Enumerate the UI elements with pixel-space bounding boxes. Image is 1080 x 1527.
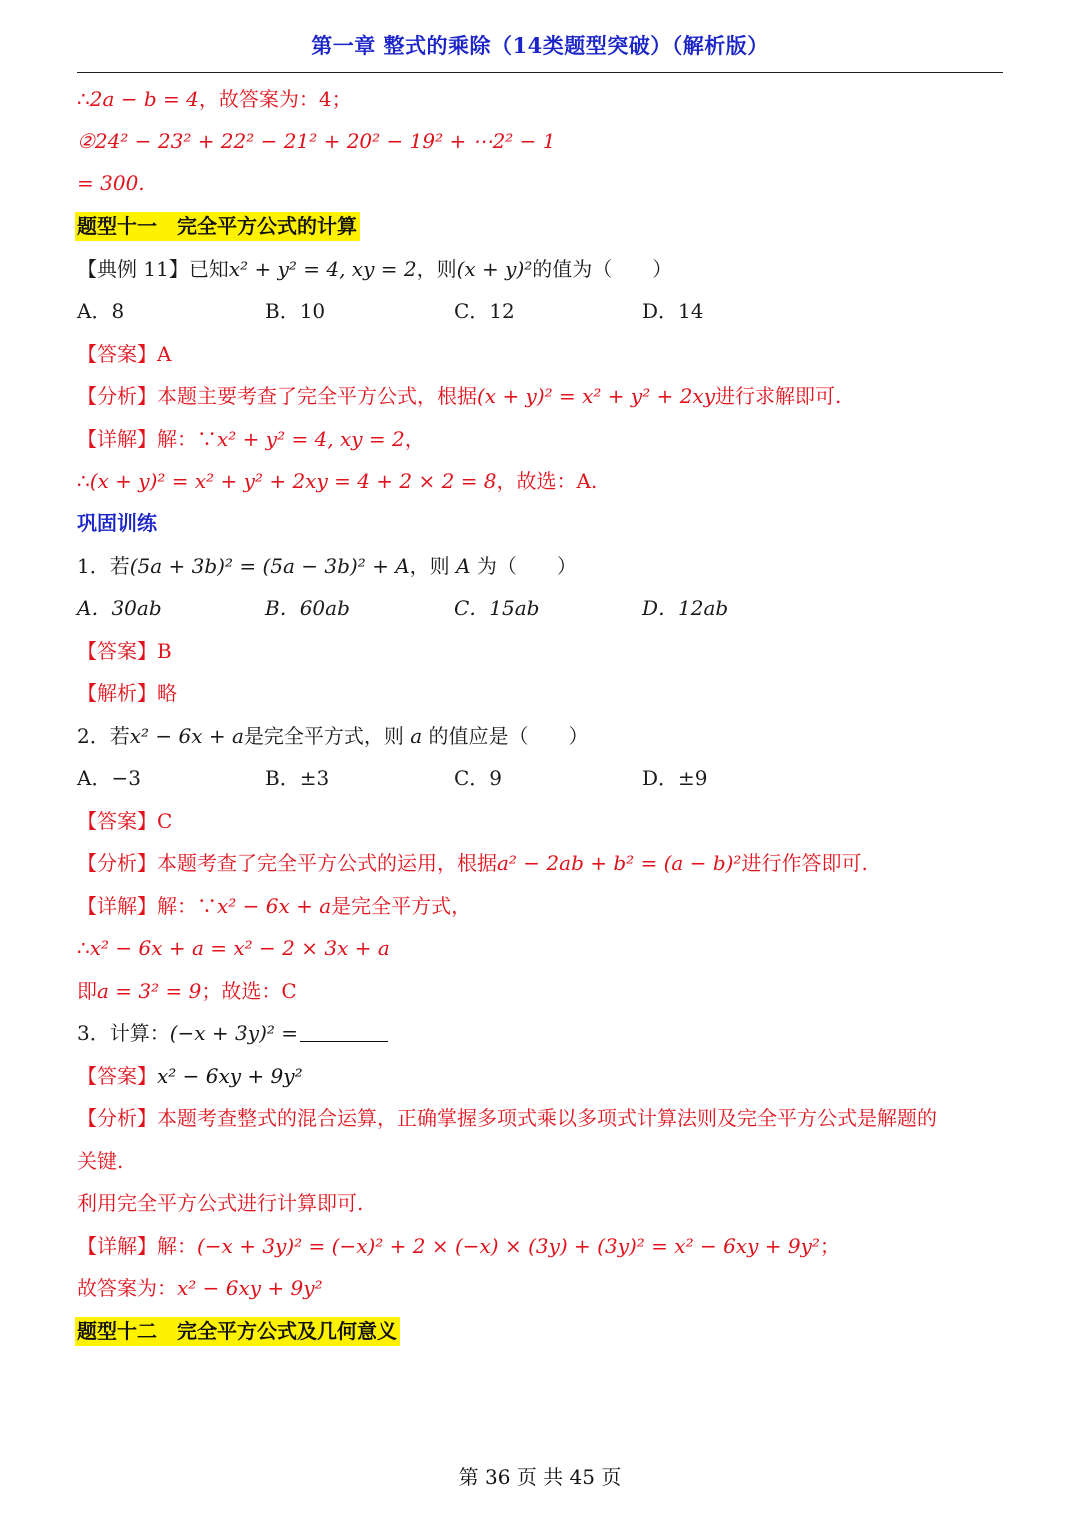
detail-text: 解：∵ <box>157 427 217 451</box>
conclusion-text: ，故选：A. <box>496 469 598 493</box>
q3-answer <box>77 1063 303 1089</box>
option-b: B．10 <box>265 299 326 323</box>
example-tag: 【典例 11】 <box>77 257 189 281</box>
math-expression: x² − 6x + a <box>217 894 332 918</box>
q2-answer <box>77 808 172 834</box>
answer-tag: 【答案】 <box>77 1064 157 1088</box>
example-11-question <box>77 256 672 282</box>
analysis-tag: 【分析】 <box>77 851 157 875</box>
answer-tag: 【答案】 <box>77 809 157 833</box>
option-d: D．±9 <box>642 766 708 790</box>
prev-line-2: ②24² − 23² + 22² − 21² + 20² − 19² + ⋯2² − 1 <box>77 129 556 153</box>
math-expression: a² − 2ab + b² = (a − b)² <box>497 851 742 875</box>
q2-question <box>77 723 589 749</box>
analysis-tag: 【分析】 <box>77 1106 157 1130</box>
therefore-symbol: ∴ <box>77 469 90 493</box>
q1-answer <box>77 638 172 664</box>
q3-method: 利用完全平方公式进行计算即可. <box>77 1191 364 1215</box>
header-rule <box>77 72 1003 73</box>
option-c: C．12 <box>454 299 515 323</box>
explanation-tag: 【解析】 <box>77 681 157 705</box>
therefore-symbol: ∴ <box>77 87 90 111</box>
final-text: 故答案为： <box>77 1276 177 1300</box>
math-expression: a = 3² = 9 <box>97 979 202 1003</box>
page-header: 第一章 整式的乘除（14类题型突破）（解析版） <box>311 33 769 58</box>
q1-question <box>77 553 577 579</box>
therefore-symbol: ∴ <box>77 936 90 960</box>
answer-value: B <box>157 639 172 663</box>
analysis-tag: 【分析】 <box>77 384 157 408</box>
heading-text: 题型十一 完全平方公式的计算 <box>75 212 360 241</box>
practice-heading: 巩固训练 <box>77 511 157 535</box>
analysis-text: 本题主要考查了完全平方公式，根据 <box>157 384 477 408</box>
example-11-answer <box>77 341 171 367</box>
prev-line-3: = 300. <box>77 171 145 195</box>
answer-value: C <box>157 809 173 833</box>
question-text: 已知 <box>188 257 229 281</box>
math-expression: x² + y² = 4, xy = 2 <box>217 427 405 451</box>
question-text: 的值为（ ） <box>532 257 673 281</box>
detail-tag: 【详解】 <box>77 1234 157 1258</box>
question-text: 1．若 <box>77 554 130 578</box>
q2-analysis <box>77 850 868 876</box>
answer-blank <box>300 1021 388 1042</box>
analysis-text: 进行作答即可. <box>741 851 868 875</box>
q2-final <box>77 978 297 1004</box>
answer-tag: 【答案】 <box>77 639 157 663</box>
q3-final <box>77 1275 323 1301</box>
example-11-options <box>77 298 1003 324</box>
section-heading-type12 <box>77 1318 400 1344</box>
analysis-text: 本题考查了完全平方公式的运用，根据 <box>157 851 497 875</box>
option-c: C．9 <box>454 766 503 790</box>
question-text: ，则 <box>409 554 457 578</box>
section-heading-type11 <box>77 213 360 239</box>
option-a: A．−3 <box>77 766 141 790</box>
analysis-text: 本题考查整式的混合运算，正确掌握多项式乘以多项式计算法则及完全平方公式是解题的 <box>157 1106 937 1130</box>
math-expression: (−x + 3y)² = (−x)² + 2 × (−x) × (3y) + (3y)² = x² − 6xy + 9y² <box>197 1234 820 1258</box>
answer-text: ，故答案为：4； <box>198 87 352 111</box>
question-text: 的值应是（ ） <box>422 724 589 748</box>
math-expression: 2a − b = 4 <box>89 87 199 111</box>
q2-options <box>77 765 1003 791</box>
q3-detail <box>77 1233 840 1259</box>
option-c: C．15ab <box>454 596 540 620</box>
q2-step <box>77 935 390 961</box>
math-expression: x² − 6x + a = x² − 2 × 3x + a <box>89 936 390 960</box>
q1-options <box>77 595 1003 621</box>
final-text: ；故选：C <box>201 979 297 1003</box>
answer-value: x² − 6xy + 9y² <box>157 1064 303 1088</box>
math-expression: x² − 6xy + 9y² <box>177 1276 323 1300</box>
q3-analysis-cont: 关键. <box>77 1149 124 1173</box>
analysis-text: 进行求解即可. <box>715 384 842 408</box>
explanation-text: 略 <box>157 681 177 705</box>
math-expression: x² − 6x + a <box>129 724 244 748</box>
q3-analysis <box>77 1105 937 1131</box>
math-variable: a <box>410 724 423 748</box>
detail-text: 解： <box>157 1234 197 1258</box>
math-expression: (x + y)² = x² + y² + 2xy = 4 + 2 × 2 = 8 <box>89 469 497 493</box>
question-text: 2．若 <box>77 724 130 748</box>
detail-tag: 【详解】 <box>77 894 157 918</box>
math-expression: x² + y² = 4, xy = 2 <box>228 257 417 281</box>
detail-text: 是完全平方式， <box>331 894 472 918</box>
detail-text: 解：∵ <box>157 894 217 918</box>
example-11-conclusion <box>77 468 597 494</box>
question-text: ，则 <box>416 257 457 281</box>
q1-explanation <box>77 680 177 706</box>
math-expression: (x + y)² <box>456 257 533 281</box>
math-expression: (x + y)² = x² + y² + 2xy <box>477 384 716 408</box>
example-11-analysis <box>77 383 841 409</box>
option-a: A．8 <box>77 299 125 323</box>
detail-text: ， <box>404 427 425 451</box>
option-a: A．30ab <box>77 596 162 620</box>
example-11-detail <box>77 426 425 452</box>
answer-value: A <box>157 342 172 366</box>
option-b: B．60ab <box>265 596 350 620</box>
question-text: 3．计算： <box>77 1021 170 1045</box>
q2-detail <box>77 893 471 919</box>
math-expression: (−x + 3y)² = <box>169 1021 299 1045</box>
page-footer: 第 36 页 共 45 页 <box>458 1465 622 1489</box>
prev-line-1 <box>77 86 352 112</box>
detail-text: ； <box>819 1234 840 1258</box>
math-variable: A <box>456 554 471 578</box>
option-d: D．12ab <box>642 596 729 620</box>
question-text: 为（ ） <box>470 554 577 578</box>
detail-tag: 【详解】 <box>77 427 157 451</box>
math-expression: (5a + 3b)² = (5a − 3b)² + A <box>129 554 410 578</box>
heading-text: 题型十二 完全平方公式及几何意义 <box>75 1317 400 1346</box>
final-text: 即 <box>77 979 97 1003</box>
option-d: D．14 <box>642 299 704 323</box>
option-b: B．±3 <box>265 766 330 790</box>
answer-tag: 【答案】 <box>77 342 157 366</box>
question-text: 是完全平方式，则 <box>243 724 411 748</box>
q3-question <box>77 1020 388 1046</box>
